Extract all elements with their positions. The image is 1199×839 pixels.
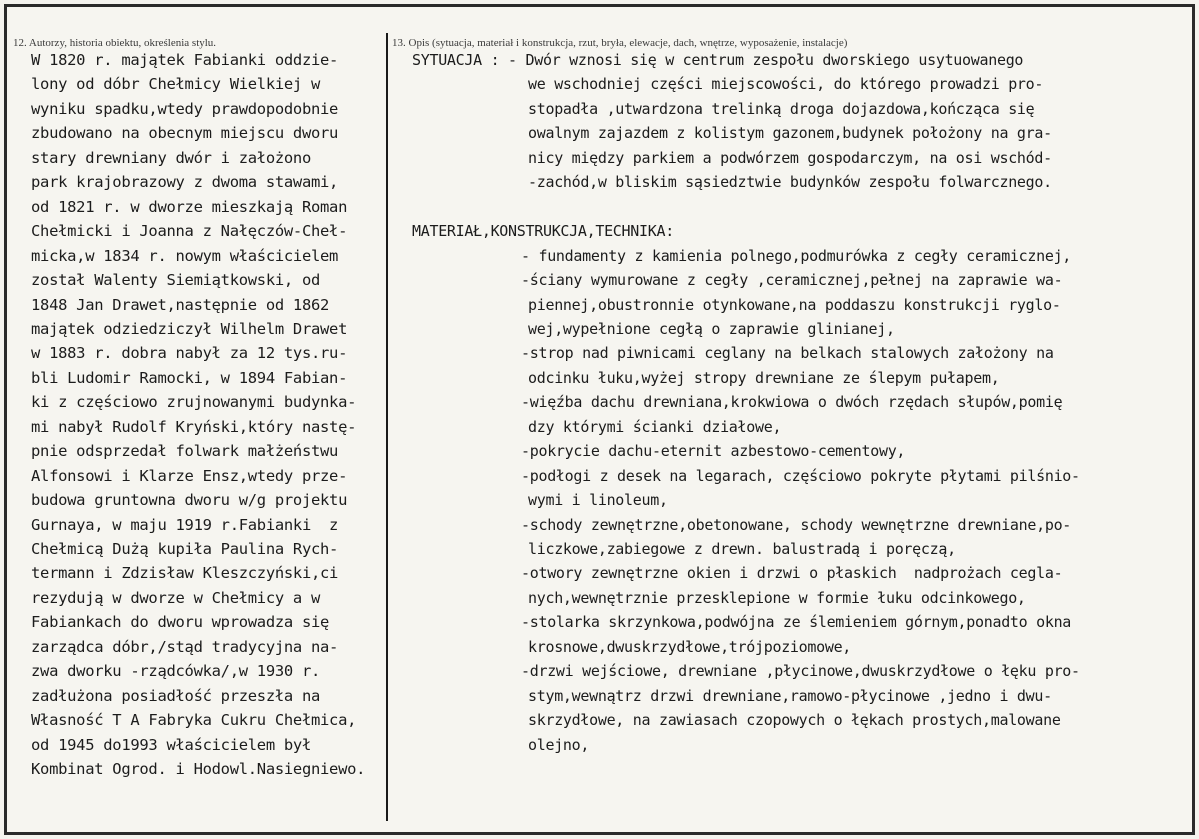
description-text-line: odcinku łuku,wyżej stropy drewniane ze ślepym pułapem, [528, 368, 1000, 387]
description-text-line: stym,wewnątrz drzwi drewniane,ramowo-płycinowe ,jedno i dwu- [528, 686, 1052, 705]
history-text-line: ki z częściowo zrujnowanymi budynka- [31, 393, 357, 412]
description-text-line: -strop nad piwnicami ceglany na belkach stalowych założony na [521, 344, 1054, 363]
description-text-line: piennej,obustronnie otynkowane,na poddaszu konstrukcji ryglo- [528, 295, 1061, 314]
description-text-line: krosnowe,dwuskrzydłowe,trójpoziomowe, [528, 637, 852, 656]
history-text-line: Fabiankach do dworu wprowadza się [31, 613, 330, 632]
history-text-line: mi nabył Rudolf Kryński,który nastę- [31, 417, 357, 436]
description-text-line: MATERIAŁ,KONSTRUKCJA,TECHNIKA: [412, 222, 674, 241]
history-text-line: stary drewniany dwór i założono [31, 148, 311, 167]
history-text-line: majątek odziedziczył Wilhelm Drawet [31, 319, 348, 338]
description-text-line: olejno, [528, 735, 590, 754]
description-text-line: we wschodniej części miejscowości, do którego prowadzi pro- [528, 75, 1044, 94]
description-text-line: dzy którymi ścianki działowe, [528, 417, 782, 436]
history-text-line: od 1945 do1993 właścicielem był [31, 735, 311, 754]
description-text-line: -pokrycie dachu-eternit azbestowo-cementowy, [521, 442, 906, 461]
history-text-line: pnie odsprzedał folwark małżeństwu [31, 442, 339, 461]
description-text-line: SYTUACJA : - Dwór wznosi się w centrum zespołu dworskiego usytuowanego [412, 51, 1024, 69]
history-text-line: został Walenty Siemiątkowski, od [31, 271, 321, 290]
description-text-line: -zachód,w bliskim sąsiedztwie budynków zespołu folwarcznego. [528, 173, 1052, 192]
history-text-line: lony od dóbr Chełmicy Wielkiej w [31, 75, 321, 94]
history-text-line: zbudowano na obecnym miejscu dworu [31, 124, 339, 143]
history-text-line: od 1821 r. w dworze mieszkają Roman [31, 197, 348, 216]
column-divider [386, 33, 388, 821]
history-text-line: Kombinat Ogrod. i Hodowl.Nasiegniewo. [31, 760, 366, 779]
description-text-line: -drzwi wejściowe, drewniane ,płycinowe,dwuskrzydłowe o łęku pro- [521, 662, 1080, 681]
description-text-line: liczkowe,zabiegowe z drewn. balustradą i poręczą, [528, 540, 956, 558]
history-text-line: zadłużona posiadłość przeszła na [31, 686, 321, 705]
history-text-line: Gurnaya, w maju 1919 r.Fabianki z [31, 515, 339, 534]
description-text-line: -schody zewnętrzne,obetonowane, schody wewnętrzne drewniane,po- [521, 515, 1072, 534]
description-text-line: - fundamenty z kamienia polnego,podmurówka z cegły ceramicznej, [521, 246, 1072, 265]
history-text-line: Chełmicki i Joanna z Nałęczów-Cheł- [31, 222, 348, 241]
history-text-line: 1848 Jan Drawet,następnie od 1862 [31, 295, 330, 314]
history-text-line: wyniku spadku,wtedy prawdopodobnie [31, 99, 339, 118]
description-text-line: stopadła ,utwardzona trelinką droga dojazdowa,kończąca się [528, 99, 1035, 118]
description-text-line: -otwory zewnętrzne okien i drzwi o płaskich nadprożach cegla- [521, 564, 1063, 583]
history-text-line: budowa gruntowna dworu w/g projektu [31, 491, 348, 510]
left-column-header: 12. Autorzy, historia obiektu, określenia stylu. [13, 37, 217, 49]
history-text-line: micka,w 1834 r. nowym właścicielem [31, 246, 339, 265]
history-text-line: park krajobrazowy z dwoma stawami, [31, 173, 339, 192]
history-text-line: zwa dworku -rządcówka/,w 1930 r. [31, 662, 321, 681]
history-text-line: termann i Zdzisław Kleszczyński,ci [31, 564, 339, 583]
description-text-line: owalnym zajazdem z kolistym gazonem,budynek położony na gra- [528, 124, 1052, 143]
description-text-line: -stolarka skrzynkowa,podwójna ze ślemieniem górnym,ponadto okna [521, 613, 1072, 632]
description-text-line: -podłogi z desek na legarach, częściowo pokryte płytami pilśnio- [521, 466, 1080, 485]
description-text-line: wej,wypełnione cegłą o zaprawie glinianej, [528, 319, 895, 338]
history-text-line: zarządca dóbr,/stąd tradycyjna na- [31, 637, 339, 656]
history-text-line: Własność T A Fabryka Cukru Chełmica, [31, 711, 357, 730]
history-text-line: w 1883 r. dobra nabył za 12 tys.ru- [31, 344, 348, 363]
right-column-header: 13. Opis (sytuacja, materiał i konstrukcja, rzut, bryła, elewacje, dach, wnętrze, wyposażenie, instalacje) [392, 37, 848, 49]
description-text-line: nych,wewnętrznie przesklepione w formie łuku odcinkowego, [528, 588, 1026, 607]
description-text-line: nicy między parkiem a podwórzem gospodarczym, na osi wschód- [528, 148, 1052, 167]
history-text-line: W 1820 r. majątek Fabianki oddzie- [31, 51, 339, 69]
history-text-line: rezydują w dworze w Chełmicy a w [31, 588, 321, 607]
history-text-line: Alfonsowi i Klarze Ensz,wtedy prze- [31, 466, 348, 485]
description-text-line: -więźba dachu drewniana,krokwiowa o dwóch rzędach słupów,pomię [521, 393, 1063, 412]
history-text-line: Chełmicą Dużą kupiła Paulina Rych- [31, 540, 339, 558]
description-text-line: wymi i linoleum, [528, 491, 668, 510]
description-text-line: -ściany wymurowane z cegły ,ceramicznej,pełnej na zaprawie wa- [521, 271, 1063, 290]
history-text-line: bli Ludomir Ramocki, w 1894 Fabian- [31, 368, 348, 387]
description-text-line: skrzydłowe, na zawiasach czopowych o łękach prostych,malowane [528, 711, 1061, 730]
